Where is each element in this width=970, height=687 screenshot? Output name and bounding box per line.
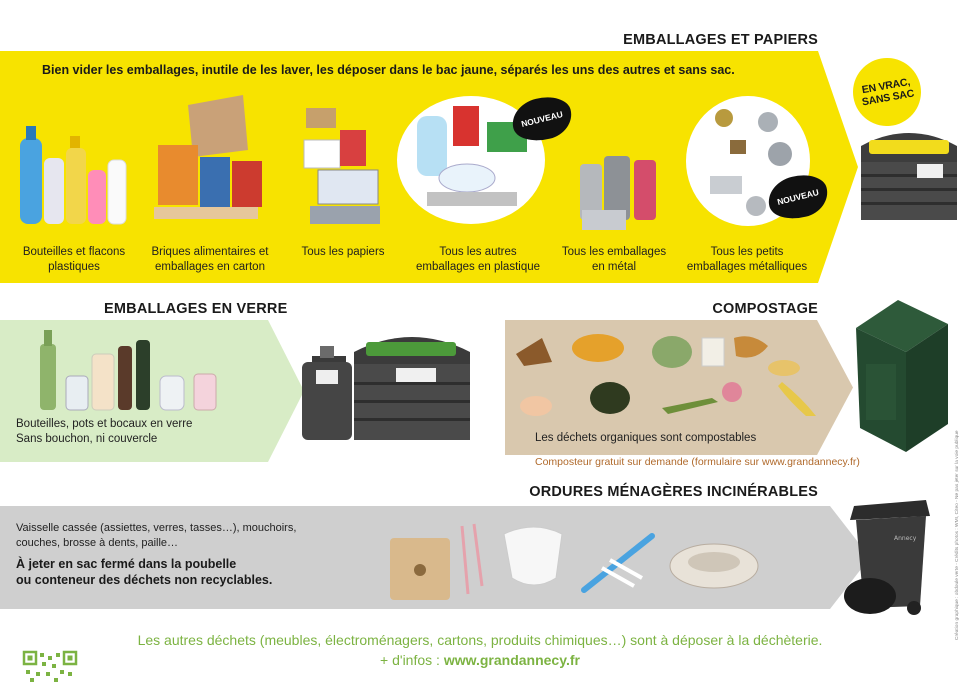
household-desc-1: Vaisselle cassée (assiettes, verres, tasses…), mouchoirs, <box>16 522 297 534</box>
new-badge-metal: NOUVEAU <box>764 169 832 224</box>
category-plastic-bottles: Bouteilles et flacons plastiques <box>22 246 126 273</box>
packaging-instruction: Bien vider les emballages, inutile de les laver, les déposer dans le bac jaune, séparés les uns des autres et sans sac. <box>42 63 735 77</box>
composter-illustration <box>852 298 952 458</box>
footer-url-link[interactable]: www.grandannecy.fr <box>443 652 580 668</box>
household-desc-2: couches, brosse à dents, paille… <box>16 537 179 549</box>
compost-note: Composteur gratuit sur demande (formulaire sur www.grandannecy.fr) <box>535 456 860 468</box>
glass-desc-2: Sans bouchon, ni couvercle <box>16 433 158 445</box>
category-metal: Tous les emballages en métal <box>561 246 667 273</box>
category-papers: Tous les papiers <box>301 246 385 258</box>
footer-info <box>90 650 870 670</box>
metal-cans-illustration <box>574 150 674 234</box>
category-other-plastics: Tous les autres emballages en plastique <box>415 246 541 273</box>
footer-prefix: + d'infos : <box>380 652 444 668</box>
footer <box>90 630 870 670</box>
household-instruction-1: À jeter en sac fermé dans la poubelle <box>16 557 237 571</box>
plastic-bottles-illustration <box>14 108 134 228</box>
vrac-badge: EN VRAC, SANS SAC <box>848 53 927 132</box>
bin-brand-label: Annecy <box>894 535 917 542</box>
compost-caption: Les déchets organiques sont compostables <box>535 432 757 444</box>
organic-waste-illustration <box>512 328 832 422</box>
qr-code[interactable] <box>22 650 78 687</box>
yellow-bin-illustration <box>855 126 963 224</box>
packaging-title: EMBALLAGES ET PAPIERS <box>623 32 818 48</box>
household-waste-illustration <box>384 520 764 604</box>
glass-bins-illustration <box>296 330 476 442</box>
household-instruction-2: ou conteneur des déchets non recyclables. <box>16 573 273 587</box>
glass-title: EMBALLAGES EN VERRE <box>104 301 288 317</box>
new-badge-plastics: NOUVEAU <box>508 91 576 146</box>
category-small-metal: Tous les petits emballages métalliques <box>686 246 808 273</box>
household-title: ORDURES MÉNAGÈRES INCINÉRABLES <box>529 484 818 500</box>
credits: Création graphique : obdoule verte - Crédits photos : WMI, Citeo - Ne pas jeter sur la voie publique <box>955 430 960 640</box>
cartons-illustration <box>148 95 268 225</box>
category-cartons: Briques alimentaires et emballages en carton <box>151 246 269 273</box>
household-bin-illustration <box>840 496 938 616</box>
compost-title: COMPOSTAGE <box>712 301 818 317</box>
glass-desc-1: Bouteilles, pots et bocaux en verre <box>16 418 193 430</box>
footer-line: Les autres déchets (meubles, électroménagers, cartons, produits chimiques…) sont à déposer à la déchèterie. <box>137 632 823 648</box>
papers-illustration <box>296 100 386 230</box>
glass-bottles-illustration <box>36 326 226 412</box>
